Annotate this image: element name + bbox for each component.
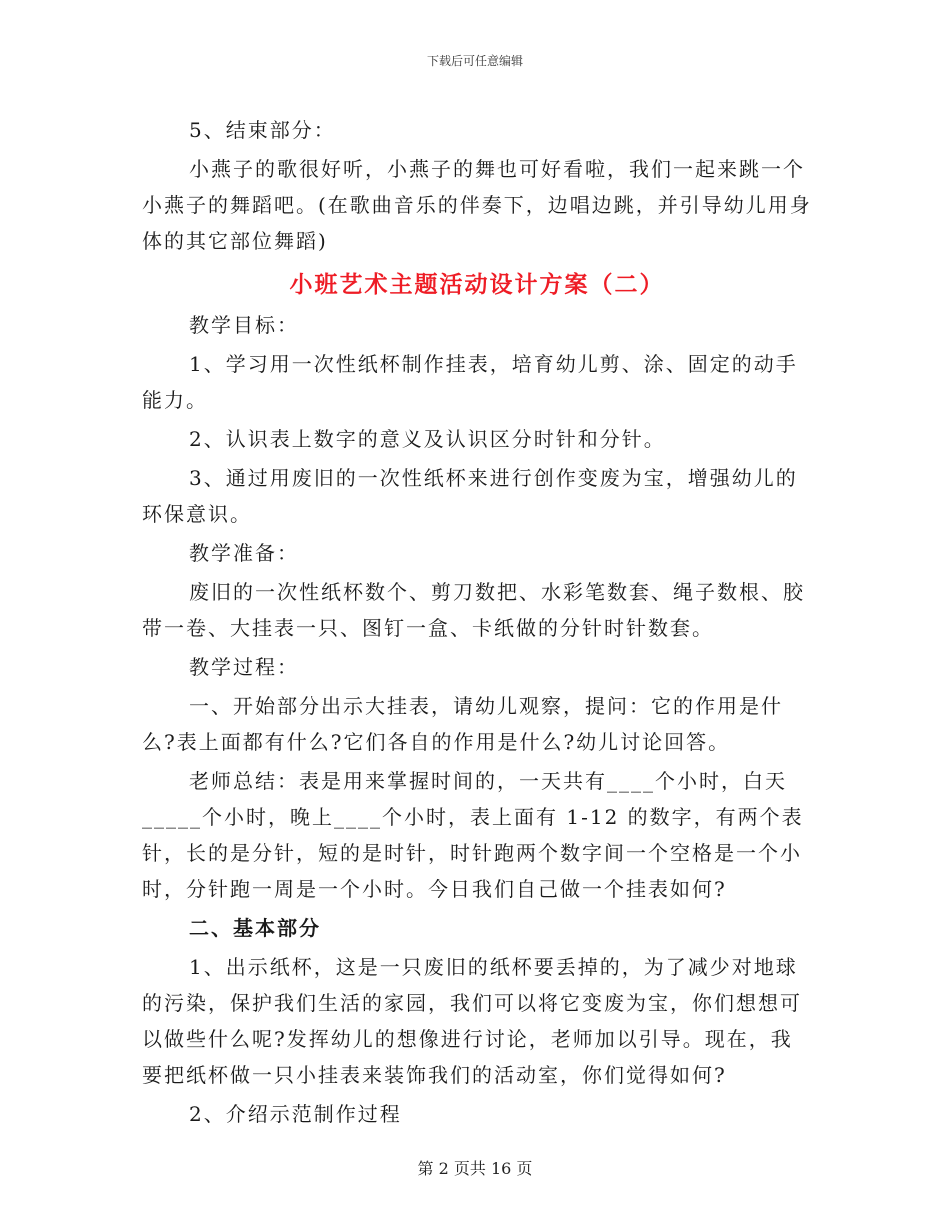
section-heading-basic-part: 二、基本部分 <box>189 916 321 940</box>
label-teaching-process: 教学过程： <box>189 655 299 679</box>
section-heading-ending: 5、结束部分： <box>189 118 336 142</box>
paragraph-ending-dance: 小燕子的歌很好听，小燕子的舞也可好看啦，我们一起来跳一个小燕子的舞蹈吧。(在歌曲音乐的伴奏下，边唱边跳，并引导幼儿用身体的其它部位舞蹈) <box>142 157 812 253</box>
document-title: 小班艺术主题活动设计方案（二） <box>289 271 665 298</box>
document-body <box>142 112 812 1135</box>
page-header: 下载后可任意编辑 <box>426 54 523 68</box>
label-teaching-goals: 教学目标： <box>189 313 299 337</box>
goal-item-2: 2、认识表上数字的意义及认识区分时针和分针。 <box>189 427 666 451</box>
preparation-materials: 废旧的一次性纸杯数个、剪刀数把、水彩笔数套、绳子数根、胶带一卷、大挂表一只、图钉一盒、卡纸做的分针时针数套。 <box>142 580 805 640</box>
page-footer: 第 2 页共 16 页 <box>417 1159 533 1178</box>
basic-step-2: 2、介绍示范制作过程 <box>189 1102 402 1126</box>
goal-item-1: 1、学习用一次性纸杯制作挂表，培育幼儿剪、涂、固定的动手能力。 <box>142 352 798 412</box>
process-part-1-opening: 一、开始部分出示大挂表，请幼儿观察，提问：它的作用是什么?表上面都有什么?它们各自的作用是什么?幼儿讨论回答。 <box>142 694 783 754</box>
teacher-summary: 老师总结：表是用来掌握时间的，一天共有____个小时，白天_____个小时，晚上____个小时，表上面有 1-12 的数字，有两个表针，长的是分针，短的是时针，时针跑两个数字间一个空格是一个小时，分针跑一周是一个小时。今日我们自己做一个挂表如何? <box>142 769 804 901</box>
basic-step-1: 1、出示纸杯，这是一只废旧的纸杯要丢掉的，为了减少对地球的污染，保护我们生活的家园，我们可以将它变废为宝，你们想想可以做些什么呢?发挥幼儿的想像进行讨论，老师加以引导。现在，我要把纸杯做一只小挂表来装饰我们的活动室，你们觉得如何? <box>142 955 802 1087</box>
label-teaching-preparation: 教学准备： <box>189 541 299 565</box>
goal-item-3: 3、通过用废旧的一次性纸杯来进行创作变废为宝，增强幼儿的环保意识。 <box>142 466 798 526</box>
